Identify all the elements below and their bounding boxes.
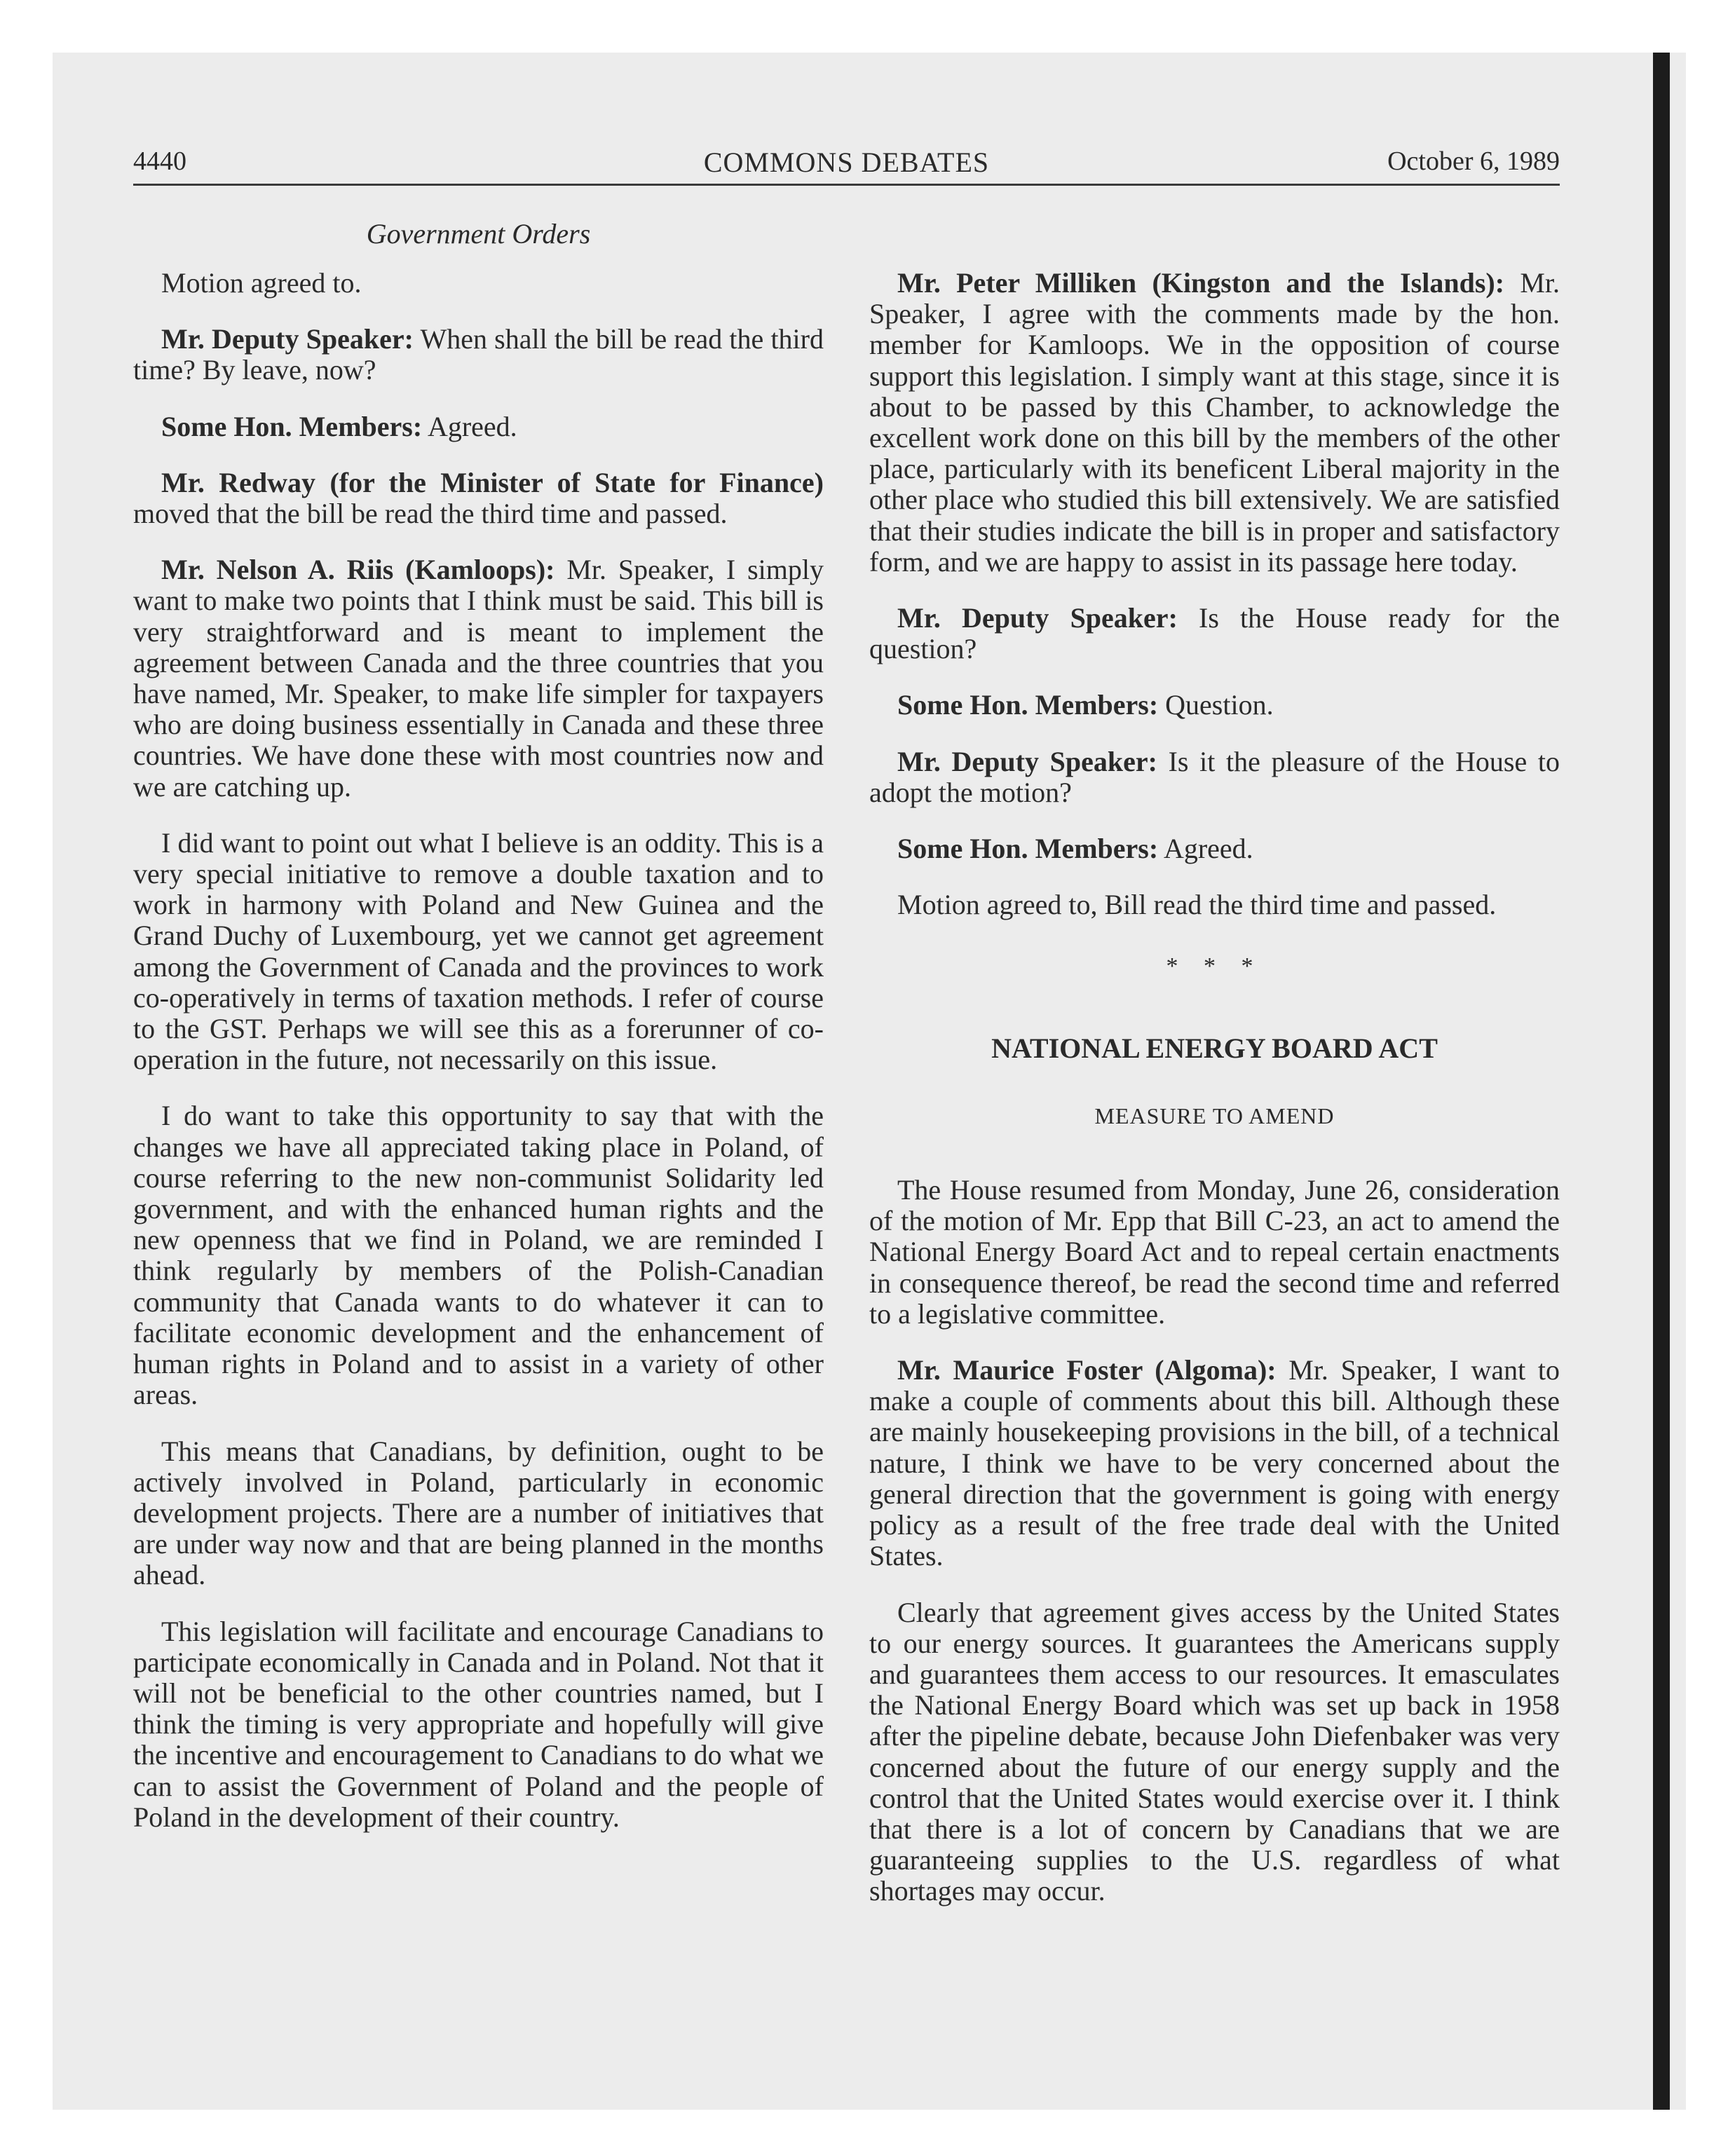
paragraph: Motion agreed to, Bill read the third time and passed. bbox=[897, 889, 1497, 921]
paragraph: Some Hon. Members: Agreed. bbox=[161, 410, 517, 442]
left-column bbox=[133, 268, 824, 1858]
paragraph: Some Hon. Members: Agreed. bbox=[897, 833, 1253, 865]
speaker-name: Some Hon. Members: bbox=[897, 689, 1159, 721]
page-number: 4440 bbox=[133, 146, 186, 176]
paragraph: I do want to take this opportunity to say that with the changes we have all appreciated taking place in Poland, of course referring to the new non-communist Solidarity led government, and with the enhanced human rights and the new openness that we find in Poland, we are reminded I think regularly by members of the Polish-Canadian community that Canada wants to do whatever it can to facilitate economic development and the enhancement of human rights in Poland and to assist in a variety of other areas. bbox=[133, 1100, 824, 1411]
speaker-name: Some Hon. Members: bbox=[897, 833, 1159, 865]
speaker-name: Mr. Peter Milliken (Kingston and the Islands): bbox=[897, 267, 1505, 299]
publication-title: COMMONS DEBATES bbox=[703, 146, 990, 178]
paragraph: Motion agreed to. bbox=[161, 267, 362, 299]
paragraph: Mr. Nelson A. Riis (Kamloops): Mr. Speaker, I simply want to make two points that I think must be said. This bill is very straightforward and is meant to implement the agreement between Canada and the three countries that you have named, Mr. Speaker, to make life simpler for taxpayers who are doing business essentially in Canada and these three countries. We have done these with most countries now and we are catching up. bbox=[133, 554, 824, 803]
scan-edge-shadow bbox=[1653, 53, 1670, 2110]
right-column bbox=[869, 268, 1560, 1932]
speaker-name: Mr. Deputy Speaker: bbox=[897, 745, 1157, 777]
paragraph: Mr. Deputy Speaker: Is the House ready for the question? bbox=[869, 602, 1560, 665]
section-label: Government Orders bbox=[366, 218, 591, 250]
paragraph: Mr. Deputy Speaker: When shall the bill be read the third time? By leave, now? bbox=[133, 323, 824, 386]
speaker-name: Mr. Redway (for the Minister of State for Finance) bbox=[161, 466, 824, 498]
paragraph: Some Hon. Members: Question. bbox=[897, 689, 1274, 721]
speaker-name: Mr. Nelson A. Riis (Kamloops): bbox=[161, 554, 555, 586]
section-subheading: MEASURE TO AMEND bbox=[1094, 1103, 1335, 1128]
paragraph: This legislation will facilitate and encourage Canadians to participate economically in Canada and in Poland. Not that it will not be beneficial to the other countries named, but I think the timing is very appropriate and hopefully will give the incentive and encouragement to Canadians to do what we can to assist the Government of Poland and the people of Poland in the development of their country. bbox=[133, 1615, 824, 1833]
paragraph: Mr. Maurice Foster (Algoma): Mr. Speaker, I want to make a couple of comments about this bill. Although these are mainly housekeeping provisions in the bill, of a technical nature, I think we have to be very concerned about the general direction that the government is going with energy policy as a result of the free trade deal with the United States. bbox=[869, 1354, 1560, 1572]
speaker-name: Mr. Maurice Foster (Algoma): bbox=[897, 1354, 1277, 1386]
speaker-name: Some Hon. Members: bbox=[161, 410, 423, 442]
paragraph: This means that Canadians, by definition, ought to be actively involved in Poland, particularly in economic development projects. There are a number of initiatives that are under way now and that are being planned in the months ahead. bbox=[133, 1435, 824, 1591]
paragraph: I did want to point out what I believe is an oddity. This is a very special initiative to remove a double taxation and to work in harmony with Poland and New Guinea and the Grand Duchy of Luxembourg, yet we cannot get agreement among the Government of Canada and the provinces to work co-operatively in terms of taxation methods. I refer of course to the GST. Perhaps we will see this as a forerunner of co-operation in the future, not necessarily on this issue. bbox=[133, 826, 824, 1076]
speaker-name: Mr. Deputy Speaker: bbox=[161, 323, 414, 355]
paragraph: Clearly that agreement gives access by the United States to our energy sources. It guarantees the Americans supply and guarantees them access to our resources. It emasculates the National Energy Board which was set up back in 1958 after the pipeline debate, because John Diefenbaker was very concerned about the future of our energy supply and the control that the United States would exercise over it. I think that there is a lot of concern by Canadians that we are guaranteeing supplies to the U.S. regardless of what shortages may occur. bbox=[869, 1596, 1560, 1907]
speaker-name: Mr. Deputy Speaker: bbox=[897, 602, 1178, 634]
paragraph: Mr. Deputy Speaker: Is it the pleasure of the House to adopt the motion? bbox=[869, 745, 1560, 808]
publication-date: October 6, 1989 bbox=[1387, 146, 1560, 176]
paragraph: Mr. Redway (for the Minister of State for Finance) moved that the bill be read the third time and passed. bbox=[133, 466, 824, 530]
section-heading: NATIONAL ENERGY BOARD ACT bbox=[991, 1032, 1438, 1064]
page-header bbox=[133, 140, 1560, 186]
paragraph: The House resumed from Monday, June 26, consideration of the motion of Mr. Epp that Bill C-23, an act to amend the National Energy Board Act and to repeal certain enactments in consequence thereof, be read the second time and referred to a legislative committee. bbox=[869, 1174, 1560, 1330]
section-separator: * * * bbox=[1166, 953, 1263, 980]
paragraph: Mr. Peter Milliken (Kingston and the Islands): Mr. Speaker, I agree with the comments made by the hon. member for Kamloops. We in the opposition of course support this legislation. I simply want at this stage, since it is about to be passed by this Chamber, to acknowledge the excellent work done on this bill by the members of the other place, particularly with its beneficent Liberal majority in the other place who studied this bill extensively. We are satisfied that their studies indicate the bill is in proper and satisfactory form, and we are happy to assist in its passage here today. bbox=[869, 267, 1560, 578]
